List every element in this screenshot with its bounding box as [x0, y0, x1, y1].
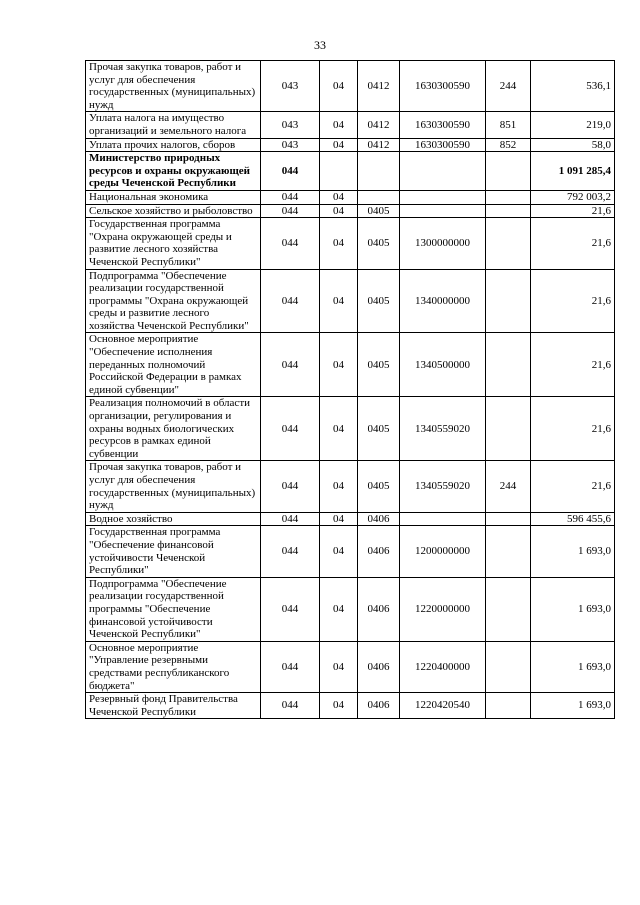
target-item-code-cell — [400, 204, 486, 218]
table-row — [86, 333, 615, 397]
expense-type-code-cell — [486, 693, 531, 719]
target-item-code-cell: 1630300590 — [400, 138, 486, 152]
expense-type-code-cell — [486, 526, 531, 577]
target-item-code-cell — [400, 512, 486, 526]
row-name-cell: Прочая закупка товаров, работ и услуг для обеспечения государственных (муниципальных) нужд — [86, 61, 261, 112]
target-item-code-cell: 1340559020 — [400, 397, 486, 461]
expense-type-code-cell: 244 — [486, 461, 531, 512]
subsection-code-cell: 0405 — [358, 461, 400, 512]
subsection-code-cell: 0406 — [358, 577, 400, 641]
budget-table — [85, 60, 615, 719]
section-code-cell: 04 — [320, 269, 358, 333]
table-row — [86, 61, 615, 112]
subsection-code-cell: 0405 — [358, 204, 400, 218]
table-row — [86, 218, 615, 269]
expense-type-code-cell — [486, 397, 531, 461]
amount-cell: 1 693,0 — [531, 526, 615, 577]
amount-cell: 219,0 — [531, 112, 615, 138]
row-name-cell: Подпрограмма "Обеспечение реализации государственной программы "Охрана окружающей среды и развитие лесного хозяйства Чеченской Республики" — [86, 269, 261, 333]
subsection-code-cell — [358, 190, 400, 204]
section-code-cell: 04 — [320, 397, 358, 461]
ministry-code-cell: 044 — [261, 218, 320, 269]
row-name-cell: Основное мероприятие "Управление резервными средствами республиканского бюджета" — [86, 641, 261, 692]
amount-cell: 21,6 — [531, 397, 615, 461]
table-row — [86, 526, 615, 577]
amount-cell: 1 091 285,4 — [531, 152, 615, 191]
subsection-code-cell: 0405 — [358, 218, 400, 269]
row-name-cell: Государственная программа "Охрана окружающей среды и развитие лесного хозяйства Чеченской Республики" — [86, 218, 261, 269]
section-code-cell: 04 — [320, 512, 358, 526]
ministry-code-cell: 044 — [261, 152, 320, 191]
amount-cell: 21,6 — [531, 333, 615, 397]
table-row — [86, 138, 615, 152]
expense-type-code-cell — [486, 333, 531, 397]
expense-type-code-cell — [486, 152, 531, 191]
section-code-cell: 04 — [320, 204, 358, 218]
row-name-cell: Подпрограмма "Обеспечение реализации государственной программы "Обеспечение финансовой устойчивости Чеченской Республики" — [86, 577, 261, 641]
row-name-cell: Резервный фонд Правительства Чеченской Республики — [86, 693, 261, 719]
target-item-code-cell: 1300000000 — [400, 218, 486, 269]
subsection-code-cell: 0412 — [358, 112, 400, 138]
amount-cell: 792 003,2 — [531, 190, 615, 204]
expense-type-code-cell — [486, 190, 531, 204]
target-item-code-cell: 1200000000 — [400, 526, 486, 577]
row-name-cell: Уплата налога на имущество организаций и земельного налога — [86, 112, 261, 138]
ministry-code-cell: 043 — [261, 112, 320, 138]
ministry-code-cell: 044 — [261, 269, 320, 333]
subsection-code-cell: 0406 — [358, 693, 400, 719]
amount-cell: 1 693,0 — [531, 577, 615, 641]
expense-type-code-cell — [486, 512, 531, 526]
section-code-cell: 04 — [320, 190, 358, 204]
subsection-code-cell — [358, 152, 400, 191]
table-row — [86, 112, 615, 138]
target-item-code-cell: 1220420540 — [400, 693, 486, 719]
section-code-cell — [320, 152, 358, 191]
amount-cell: 536,1 — [531, 61, 615, 112]
amount-cell: 21,6 — [531, 269, 615, 333]
table-row — [86, 512, 615, 526]
section-code-cell: 04 — [320, 61, 358, 112]
expense-type-code-cell — [486, 641, 531, 692]
expense-type-code-cell — [486, 204, 531, 218]
ministry-code-cell: 044 — [261, 397, 320, 461]
section-code-cell: 04 — [320, 461, 358, 512]
expense-type-code-cell — [486, 218, 531, 269]
target-item-code-cell: 1220400000 — [400, 641, 486, 692]
table-row — [86, 693, 615, 719]
subsection-code-cell: 0405 — [358, 397, 400, 461]
subsection-code-cell: 0412 — [358, 61, 400, 112]
amount-cell: 21,6 — [531, 204, 615, 218]
subsection-code-cell: 0405 — [358, 269, 400, 333]
table-row — [86, 152, 615, 191]
amount-cell: 58,0 — [531, 138, 615, 152]
expense-type-code-cell: 852 — [486, 138, 531, 152]
section-code-cell: 04 — [320, 641, 358, 692]
ministry-code-cell: 044 — [261, 333, 320, 397]
row-name-cell: Реализация полномочий в области организации, регулирования и охраны водных биологических ресурсов в рамках единой субвенции — [86, 397, 261, 461]
ministry-code-cell: 043 — [261, 61, 320, 112]
subsection-code-cell: 0406 — [358, 641, 400, 692]
ministry-code-cell: 044 — [261, 461, 320, 512]
table-row — [86, 204, 615, 218]
ministry-code-cell: 044 — [261, 577, 320, 641]
row-name-cell: Водное хозяйство — [86, 512, 261, 526]
ministry-code-cell: 044 — [261, 190, 320, 204]
ministry-code-cell: 044 — [261, 693, 320, 719]
row-name-cell: Национальная экономика — [86, 190, 261, 204]
table-row — [86, 641, 615, 692]
expense-type-code-cell — [486, 577, 531, 641]
section-code-cell: 04 — [320, 333, 358, 397]
ministry-code-cell: 044 — [261, 641, 320, 692]
row-name-cell: Сельское хозяйство и рыболовство — [86, 204, 261, 218]
amount-cell: 21,6 — [531, 218, 615, 269]
target-item-code-cell — [400, 152, 486, 191]
ministry-code-cell: 044 — [261, 204, 320, 218]
target-item-code-cell: 1220000000 — [400, 577, 486, 641]
ministry-code-cell: 043 — [261, 138, 320, 152]
expense-type-code-cell: 851 — [486, 112, 531, 138]
ministry-code-cell: 044 — [261, 512, 320, 526]
target-item-code-cell: 1630300590 — [400, 112, 486, 138]
table-row — [86, 461, 615, 512]
subsection-code-cell: 0405 — [358, 333, 400, 397]
page-number: 33 — [314, 38, 326, 52]
subsection-code-cell: 0406 — [358, 526, 400, 577]
expense-type-code-cell — [486, 269, 531, 333]
amount-cell: 21,6 — [531, 461, 615, 512]
amount-cell: 596 455,6 — [531, 512, 615, 526]
section-code-cell: 04 — [320, 138, 358, 152]
section-code-cell: 04 — [320, 112, 358, 138]
row-name-cell: Министерство природных ресурсов и охраны окружающей среды Чеченской Республики — [86, 152, 261, 191]
section-code-cell: 04 — [320, 218, 358, 269]
target-item-code-cell: 1340000000 — [400, 269, 486, 333]
amount-cell: 1 693,0 — [531, 693, 615, 719]
table-row — [86, 577, 615, 641]
table-row — [86, 190, 615, 204]
row-name-cell: Государственная программа "Обеспечение финансовой устойчивости Чеченской Республики" — [86, 526, 261, 577]
table-row — [86, 397, 615, 461]
section-code-cell: 04 — [320, 693, 358, 719]
row-name-cell: Уплата прочих налогов, сборов — [86, 138, 261, 152]
target-item-code-cell: 1340559020 — [400, 461, 486, 512]
table-row — [86, 269, 615, 333]
row-name-cell: Прочая закупка товаров, работ и услуг для обеспечения государственных (муниципальных) нужд — [86, 461, 261, 512]
subsection-code-cell: 0412 — [358, 138, 400, 152]
section-code-cell: 04 — [320, 526, 358, 577]
expense-type-code-cell: 244 — [486, 61, 531, 112]
amount-cell: 1 693,0 — [531, 641, 615, 692]
subsection-code-cell: 0406 — [358, 512, 400, 526]
section-code-cell: 04 — [320, 577, 358, 641]
row-name-cell: Основное мероприятие "Обеспечение исполнения переданных полномочий Российской Федерации в рамках единой субвенции" — [86, 333, 261, 397]
target-item-code-cell: 1630300590 — [400, 61, 486, 112]
target-item-code-cell — [400, 190, 486, 204]
ministry-code-cell: 044 — [261, 526, 320, 577]
target-item-code-cell: 1340500000 — [400, 333, 486, 397]
